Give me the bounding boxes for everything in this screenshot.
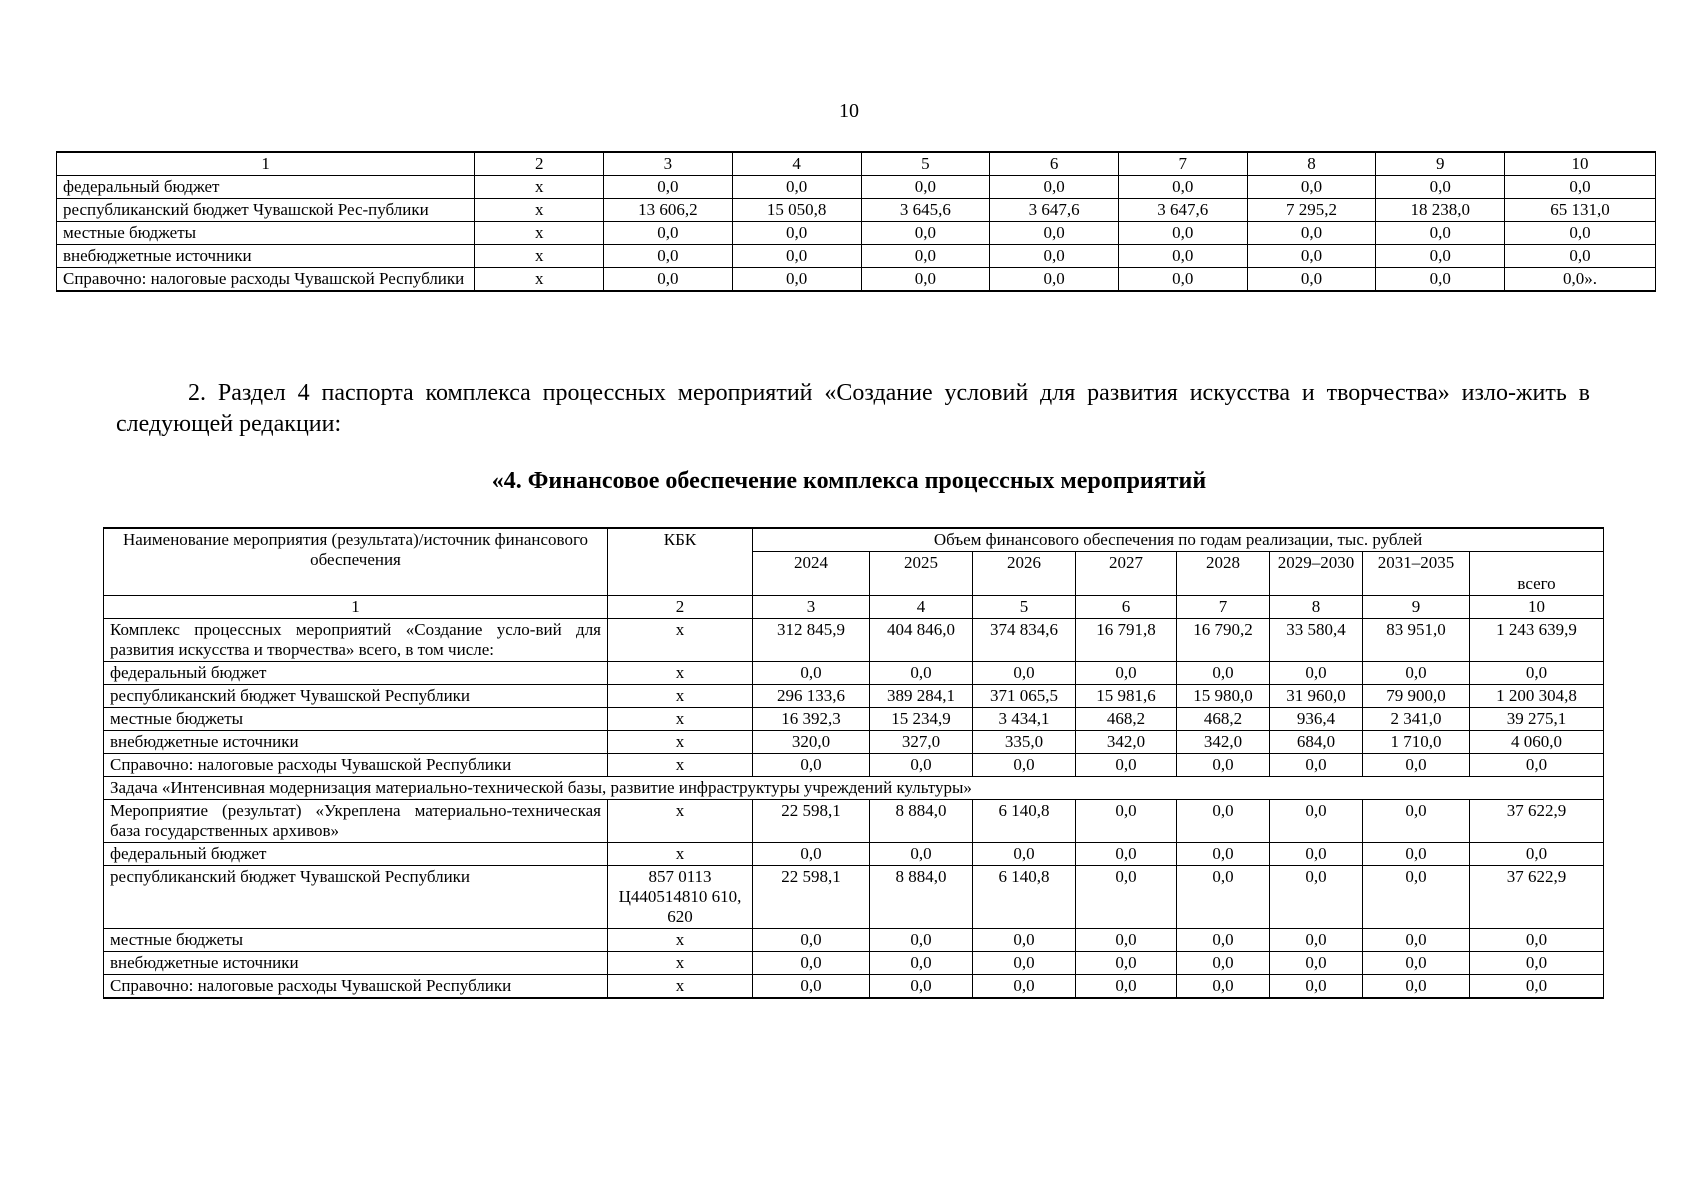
table-row [104,731,1604,754]
amendment-paragraph: 2. Раздел 4 паспорта комплекса процессных мероприятий «Создание условий для развития искусства и творчества» изло-жить в следующей редакции: [116,380,1590,437]
value-cell: 0,0 [1363,754,1470,777]
value-cell: 0,0 [861,176,990,199]
task-row [104,777,1604,800]
value-cell: 0,0 [973,929,1076,952]
value-cell: 65 131,0 [1505,199,1656,222]
column-number-cell: 3 [604,152,733,176]
value-cell: 0,0 [1270,929,1363,952]
table-row [57,268,1656,292]
value-cell: 1 200 304,8 [1470,685,1604,708]
value-cell: 0,0 [1076,800,1177,843]
value-cell: 16 790,2 [1177,619,1270,662]
value-cell: 0,0 [990,222,1119,245]
column-number-cell: 6 [1076,596,1177,619]
value-cell: 18 238,0 [1376,199,1505,222]
kbk-cell: x [608,843,753,866]
column-number-cell: 9 [1363,596,1470,619]
row-name-cell: Справочно: налоговые расходы Чувашской Республики [104,754,608,777]
value-cell: 0,0 [870,662,973,685]
value-cell: 15 981,6 [1076,685,1177,708]
value-cell: 0,0 [861,222,990,245]
kbk-cell: x [475,268,604,292]
column-number-cell: 2 [608,596,753,619]
value-cell: 0,0 [1177,929,1270,952]
kbk-cell: x [608,685,753,708]
table-row [104,800,1604,843]
value-cell: 2 341,0 [1363,708,1470,731]
value-cell: 0,0 [990,268,1119,292]
kbk-cell: x [475,222,604,245]
value-cell: 0,0 [1076,866,1177,929]
value-cell: 1 243 639,9 [1470,619,1604,662]
value-cell: 0,0 [1177,800,1270,843]
value-cell: 0,0 [1470,662,1604,685]
value-cell: 0,0 [990,176,1119,199]
value-cell: 6 140,8 [973,800,1076,843]
row-name-cell: Комплекс процессных мероприятий «Создание усло-вий для развития искусства и творчества» всего, в том числе: [104,619,608,662]
value-cell: 0,0 [1363,929,1470,952]
value-cell: 0,0 [753,975,870,999]
value-cell: 0,0 [1118,268,1247,292]
column-number-cell: 1 [57,152,475,176]
value-cell: 0,0 [1363,866,1470,929]
table-row [57,222,1656,245]
row-name-cell: Справочно: налоговые расходы Чувашской Республики [57,268,475,292]
value-cell: 0,0 [1505,222,1656,245]
value-cell: 0,0 [973,754,1076,777]
value-cell: 16 392,3 [753,708,870,731]
value-cell: 0,0 [1247,268,1376,292]
value-cell: 0,0 [604,222,733,245]
value-cell: 0,0 [753,952,870,975]
value-cell: 0,0 [1270,754,1363,777]
value-cell: 342,0 [1177,731,1270,754]
kbk-cell: x [608,662,753,685]
value-cell: 342,0 [1076,731,1177,754]
value-cell: 3 647,6 [1118,199,1247,222]
value-cell: 83 951,0 [1363,619,1470,662]
value-cell: 404 846,0 [870,619,973,662]
table-row [104,619,1604,662]
page-number: 10 [839,100,859,122]
table-row [104,754,1604,777]
column-number-cell: 7 [1118,152,1247,176]
value-cell: 0,0 [973,952,1076,975]
column-number-cell: 2 [475,152,604,176]
value-cell: 0,0». [1505,268,1656,292]
value-cell: 312 845,9 [753,619,870,662]
value-cell: 0,0 [973,975,1076,999]
value-cell: 0,0 [1363,662,1470,685]
row-name-cell: внебюджетные источники [57,245,475,268]
table-row [104,975,1604,999]
continuation-table-body [57,152,1656,291]
row-name-cell: федеральный бюджет [57,176,475,199]
value-cell: 1 710,0 [1363,731,1470,754]
value-cell: 8 884,0 [870,866,973,929]
value-cell: 0,0 [973,843,1076,866]
column-number-cell: 10 [1505,152,1656,176]
value-cell: 0,0 [1363,952,1470,975]
value-cell: 0,0 [1247,176,1376,199]
value-cell: 0,0 [870,754,973,777]
year-header-cell: 2031–2035 [1363,552,1470,596]
value-cell: 0,0 [870,929,973,952]
kbk-cell: x [608,929,753,952]
kbk-cell: x [475,199,604,222]
value-cell: 0,0 [732,176,861,199]
value-cell: 0,0 [1363,843,1470,866]
value-cell: 79 900,0 [1363,685,1470,708]
value-cell: 0,0 [753,754,870,777]
column-number-cell: 9 [1376,152,1505,176]
value-cell: 0,0 [1177,843,1270,866]
value-cell: 0,0 [973,662,1076,685]
value-cell: 15 234,9 [870,708,973,731]
value-cell: 0,0 [1270,975,1363,999]
header-row-1 [104,528,1604,552]
value-cell: 13 606,2 [604,199,733,222]
column-number-row [57,152,1656,176]
value-cell: 0,0 [753,929,870,952]
table-row [57,176,1656,199]
value-cell: 39 275,1 [1470,708,1604,731]
value-cell: 0,0 [1118,222,1247,245]
value-cell: 0,0 [861,268,990,292]
value-cell: 0,0 [861,245,990,268]
value-cell: 0,0 [1270,800,1363,843]
value-cell: 0,0 [604,245,733,268]
kbk-cell: x [608,800,753,843]
value-cell: 0,0 [1177,975,1270,999]
task-row-cell: Задача «Интенсивная модернизация материально-технической базы, развитие инфраструктуры учреждений культуры» [104,777,1604,800]
value-cell: 15 050,8 [732,199,861,222]
financing-table-body [104,528,1604,998]
value-cell: 374 834,6 [973,619,1076,662]
value-cell: 0,0 [732,245,861,268]
row-name-cell: федеральный бюджет [104,843,608,866]
section-heading: «4. Финансовое обеспечение комплекса процессных мероприятий [491,468,1207,494]
value-cell: 37 622,9 [1470,866,1604,929]
kbk-cell: x [608,619,753,662]
value-cell: 4 060,0 [1470,731,1604,754]
row-name-cell: республиканский бюджет Чувашской Рес-публики [57,199,475,222]
value-cell: 0,0 [1247,245,1376,268]
value-cell: 0,0 [1270,662,1363,685]
value-cell: 0,0 [1505,176,1656,199]
value-cell: 33 580,4 [1270,619,1363,662]
value-cell: 0,0 [1270,952,1363,975]
value-cell: 0,0 [1470,929,1604,952]
value-cell: 0,0 [990,245,1119,268]
row-name-cell: республиканский бюджет Чувашской Республики [104,866,608,929]
column-header-volume: Объем финансового обеспечения по годам реализации, тыс. рублей [753,528,1604,552]
column-number-cell: 4 [870,596,973,619]
column-number-cell: 4 [732,152,861,176]
value-cell: 0,0 [870,843,973,866]
value-cell: 22 598,1 [753,800,870,843]
value-cell: 3 645,6 [861,199,990,222]
value-cell: 31 960,0 [1270,685,1363,708]
kbk-cell: x [608,975,753,999]
value-cell: 0,0 [1363,800,1470,843]
value-cell: 0,0 [1118,176,1247,199]
column-number-cell: 8 [1270,596,1363,619]
year-header-cell: 2025 [870,552,973,596]
column-number-cell: 6 [990,152,1119,176]
row-name-cell: Мероприятие (результат) «Укреплена материально-техническая база государственных архивов» [104,800,608,843]
value-cell: 468,2 [1076,708,1177,731]
value-cell: 0,0 [1177,754,1270,777]
value-cell: 0,0 [1363,975,1470,999]
table-row [104,843,1604,866]
value-cell: 320,0 [753,731,870,754]
value-cell: 0,0 [1247,222,1376,245]
value-cell: 0,0 [1376,245,1505,268]
value-cell: 0,0 [1076,754,1177,777]
value-cell: 0,0 [732,222,861,245]
kbk-cell: x [608,708,753,731]
value-cell: 0,0 [1177,952,1270,975]
column-number-cell: 5 [861,152,990,176]
value-cell: 0,0 [1177,866,1270,929]
value-cell: 0,0 [1470,754,1604,777]
kbk-cell: x [608,754,753,777]
value-cell: 3 434,1 [973,708,1076,731]
financing-table [103,527,1604,999]
table-row [104,866,1604,929]
value-cell: 16 791,8 [1076,619,1177,662]
value-cell: 0,0 [1470,843,1604,866]
table-row [104,929,1604,952]
value-cell: 0,0 [1470,975,1604,999]
row-name-cell: местные бюджеты [104,929,608,952]
value-cell: 0,0 [1270,843,1363,866]
row-name-cell: Справочно: налоговые расходы Чувашской Республики [104,975,608,999]
value-cell: 7 295,2 [1247,199,1376,222]
continuation-table [56,151,1656,292]
column-header-name: Наименование мероприятия (результата)/источник финансового обеспечения [104,528,608,596]
row-name-cell: внебюджетные источники [104,952,608,975]
year-header-cell: всего [1470,552,1604,596]
table-row [104,952,1604,975]
value-cell: 0,0 [1076,929,1177,952]
value-cell: 389 284,1 [870,685,973,708]
year-header-cell: 2026 [973,552,1076,596]
column-number-cell: 7 [1177,596,1270,619]
row-name-cell: республиканский бюджет Чувашской Республики [104,685,608,708]
column-number-cell: 10 [1470,596,1604,619]
column-header-kbk: КБК [608,528,753,596]
value-cell: 0,0 [870,952,973,975]
value-cell: 22 598,1 [753,866,870,929]
value-cell: 327,0 [870,731,973,754]
header-row-numbers [104,596,1604,619]
value-cell: 6 140,8 [973,866,1076,929]
value-cell: 0,0 [1505,245,1656,268]
value-cell: 684,0 [1270,731,1363,754]
column-number-cell: 8 [1247,152,1376,176]
table-row [104,708,1604,731]
kbk-cell: x [475,176,604,199]
value-cell: 0,0 [604,268,733,292]
value-cell: 0,0 [1270,866,1363,929]
value-cell: 936,4 [1270,708,1363,731]
value-cell: 0,0 [753,662,870,685]
table-row [104,662,1604,685]
value-cell: 0,0 [732,268,861,292]
value-cell: 371 065,5 [973,685,1076,708]
value-cell: 0,0 [1076,662,1177,685]
value-cell: 0,0 [1076,952,1177,975]
value-cell: 3 647,6 [990,199,1119,222]
table-row [104,685,1604,708]
kbk-cell: x [608,731,753,754]
value-cell: 0,0 [1376,176,1505,199]
value-cell: 0,0 [870,975,973,999]
value-cell: 468,2 [1177,708,1270,731]
table-row [57,245,1656,268]
year-header-cell: 2028 [1177,552,1270,596]
value-cell: 0,0 [604,176,733,199]
value-cell: 0,0 [1076,975,1177,999]
value-cell: 0,0 [1118,245,1247,268]
value-cell: 0,0 [753,843,870,866]
value-cell: 37 622,9 [1470,800,1604,843]
kbk-cell: x [608,952,753,975]
value-cell: 0,0 [1076,843,1177,866]
value-cell: 0,0 [1376,222,1505,245]
column-number-cell: 3 [753,596,870,619]
table-row [57,199,1656,222]
column-number-cell: 1 [104,596,608,619]
value-cell: 0,0 [1376,268,1505,292]
value-cell: 296 133,6 [753,685,870,708]
year-header-cell: 2024 [753,552,870,596]
value-cell: 335,0 [973,731,1076,754]
kbk-cell: x [475,245,604,268]
value-cell: 15 980,0 [1177,685,1270,708]
year-header-cell: 2029–2030 [1270,552,1363,596]
value-cell: 8 884,0 [870,800,973,843]
row-name-cell: федеральный бюджет [104,662,608,685]
kbk-cell: 857 0113 Ц440514810 610, 620 [608,866,753,929]
column-number-cell: 5 [973,596,1076,619]
year-header-cell: 2027 [1076,552,1177,596]
value-cell: 0,0 [1470,952,1604,975]
row-name-cell: местные бюджеты [57,222,475,245]
row-name-cell: местные бюджеты [104,708,608,731]
value-cell: 0,0 [1177,662,1270,685]
row-name-cell: внебюджетные источники [104,731,608,754]
